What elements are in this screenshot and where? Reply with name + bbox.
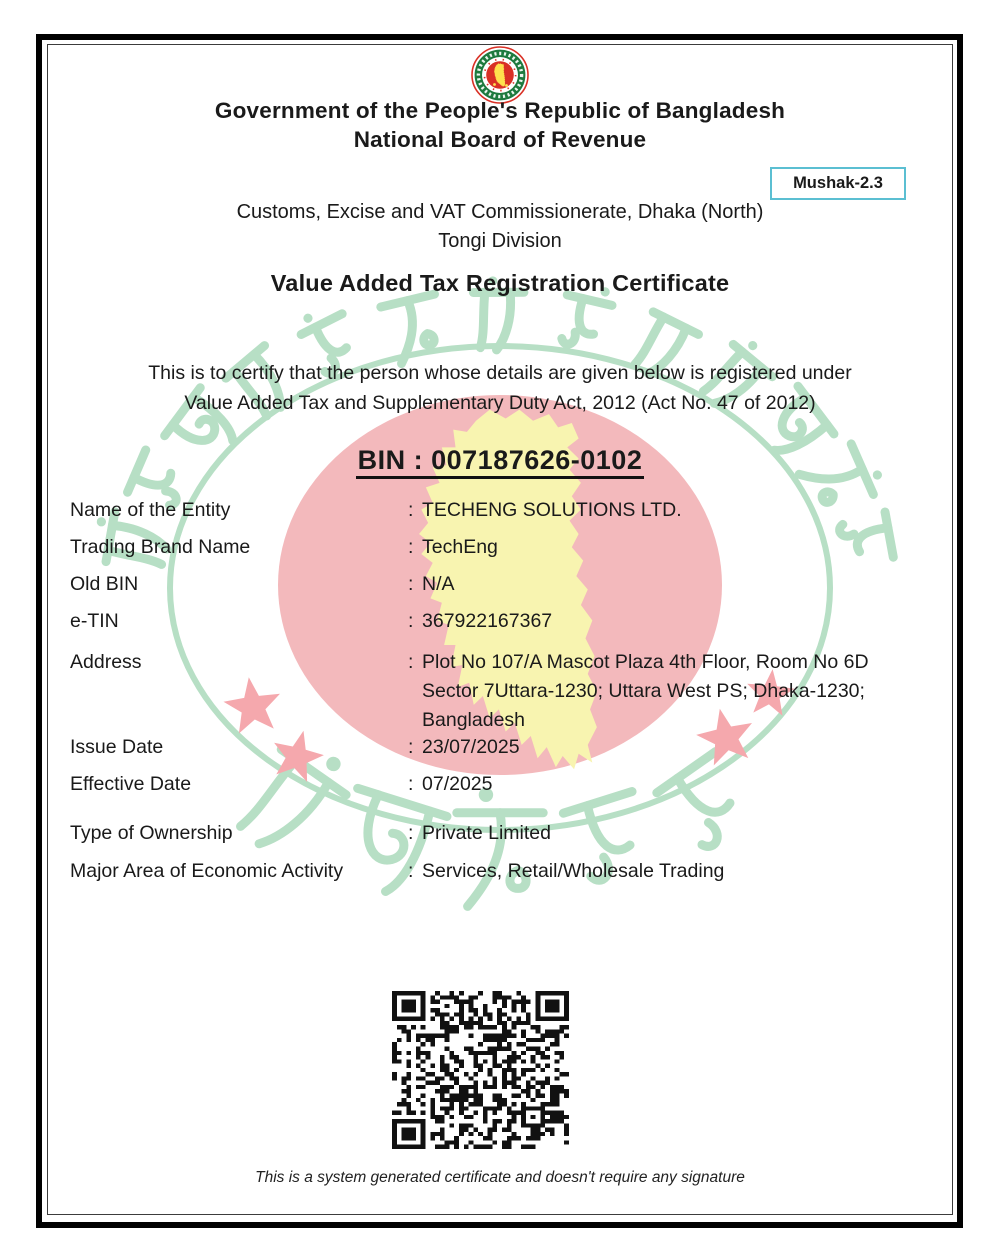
field-value: Private Limited (422, 822, 551, 844)
field-value: Services, Retail/Wholesale Trading (422, 860, 725, 882)
bin-number-text: BIN : 007187626-0102 (356, 445, 645, 479)
field-colon: : (408, 773, 414, 795)
field-colon: : (408, 499, 414, 521)
field-row (70, 570, 930, 599)
field-colon: : (408, 860, 414, 882)
field-colon: : (408, 736, 414, 758)
field-label: Type of Ownership (70, 822, 233, 844)
field-label: Name of the Entity (70, 499, 231, 521)
field-value: 23/07/2025 (422, 736, 520, 758)
field-colon: : (408, 573, 414, 595)
field-value: N/A (422, 573, 455, 595)
header-office (0, 198, 1000, 256)
certificate-title: Value Added Tax Registration Certificate (270, 270, 730, 296)
field-colon: : (408, 651, 414, 673)
division-line: Tongi Division (438, 230, 562, 252)
field-row (70, 857, 930, 886)
certify-statement (0, 358, 1000, 418)
field-label: Effective Date (70, 773, 192, 795)
header-government (0, 97, 1000, 154)
bin-number (0, 445, 1000, 476)
qr-code (392, 991, 569, 1149)
field-value: 07/2025 (422, 773, 493, 795)
field-value: TECHENG SOLUTIONS LTD. (422, 499, 682, 521)
mushak-form-badge (770, 167, 906, 200)
commissionerate-line: Customs, Excise and VAT Commissionerate, Dhaka (North) (236, 201, 764, 223)
field-row (70, 496, 930, 525)
field-label: Issue Date (70, 736, 164, 758)
government-emblem-icon (471, 46, 529, 104)
footer-note: This is a system generated certificate and doesn't require any signature (255, 1169, 745, 1186)
field-value: Plot No 107/A Mascot Plaza 4th Floor, Room No 6D Sector 7Uttara-1230; Uttara West PS; Dhaka-1230; Bangladesh (422, 651, 869, 731)
field-label: Old BIN (70, 573, 139, 595)
field-value: TechEng (422, 536, 498, 558)
field-colon: : (408, 536, 414, 558)
field-row (70, 607, 930, 636)
field-label: e-TIN (70, 610, 119, 632)
field-row (70, 819, 930, 848)
field-label: Major Area of Economic Activity (70, 860, 344, 882)
field-row (70, 533, 930, 562)
field-row (70, 648, 930, 735)
field-label: Address (70, 651, 142, 673)
field-colon: : (408, 822, 414, 844)
field-row (70, 733, 930, 762)
field-colon: : (408, 610, 414, 632)
field-value: 367922167367 (422, 610, 553, 632)
certify-line-1: This is to certify that the person whose details are given below is registered under (148, 362, 852, 384)
field-row (70, 770, 930, 799)
government-line: Government of the People's Republic of Bangladesh (214, 98, 786, 123)
board-line: National Board of Revenue (353, 126, 647, 152)
certify-line-2: Value Added Tax and Supplementary Duty Act, 2012 (Act No. 47 of 2012) (184, 392, 816, 414)
field-label: Trading Brand Name (70, 536, 251, 558)
mushak-form-label: Mushak-2.3 (793, 174, 883, 192)
